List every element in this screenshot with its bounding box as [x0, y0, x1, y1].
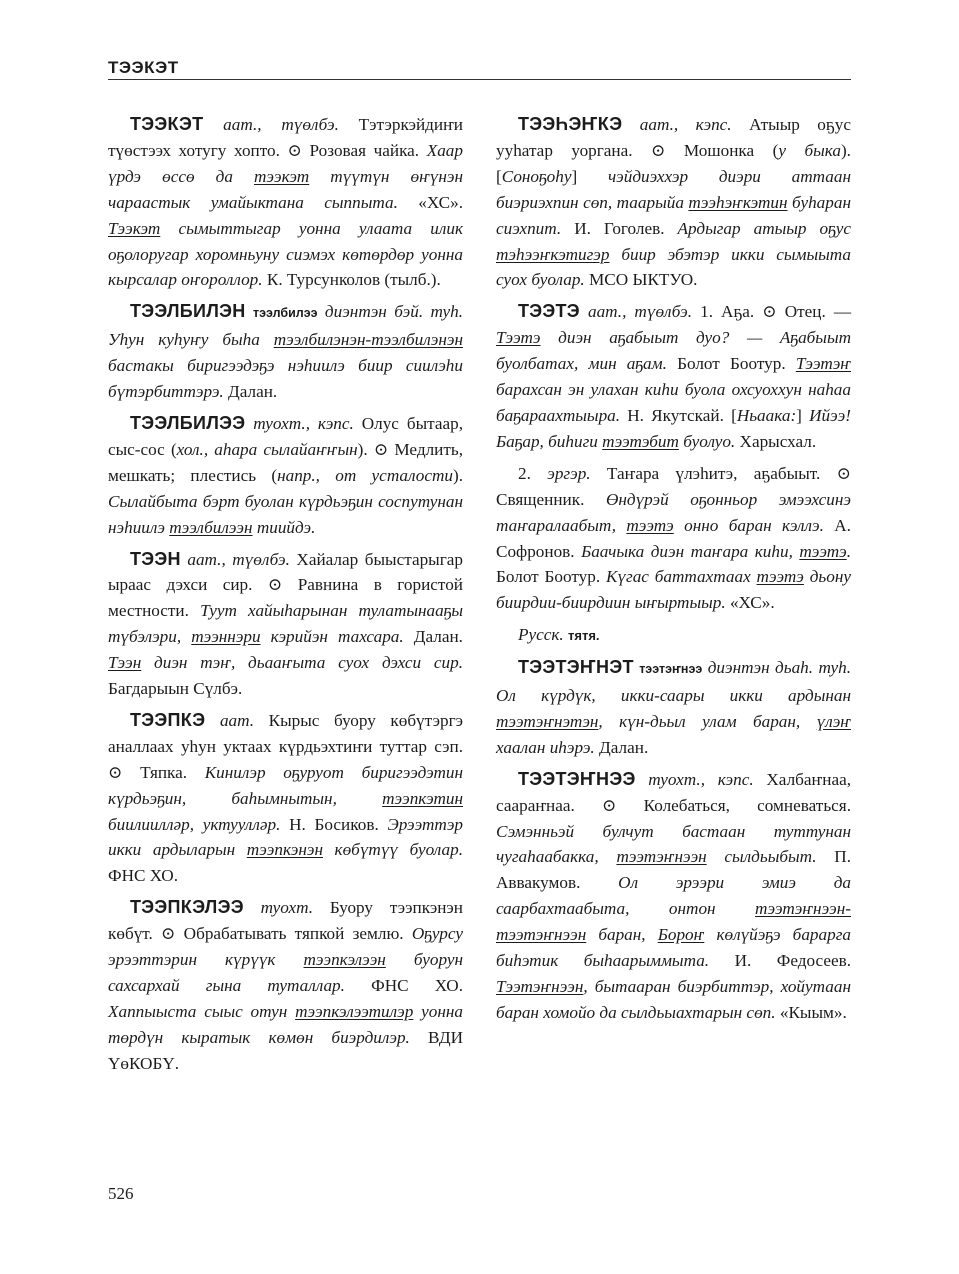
example-keyword: Тээн: [108, 653, 142, 673]
running-header: ТЭЭКЭТ: [108, 58, 179, 77]
entry-text: аат., кэпс.: [639, 115, 732, 134]
example-keyword: тээпкэлээн: [303, 950, 386, 970]
entry-text: А. Софронов.: [496, 515, 851, 561]
entry-text: сылдьыбыт.: [706, 847, 817, 867]
entry-text: Хайалар быыстарыгар ыраас дэхси сир. ⊙ Равнина в гористой местности.: [108, 549, 463, 621]
entry-text: Багдарыын Сүлбэ.: [108, 679, 243, 699]
entry-text: дьону биирдии-биирдиин ыҥыртыыр.: [496, 567, 851, 613]
entry-text: К. Турсунколов (тылб.).: [262, 270, 441, 290]
entry-text: Харысхал.: [735, 431, 817, 451]
example-keyword: Тээтэҥнээн: [496, 977, 584, 996]
right-column: [496, 112, 851, 1032]
entry-text: Кырыс буору көбүтэргэ аналлаах уһун уктаах күрдьэхтиҥи туттар сэп. ⊙ Тяпка.: [108, 710, 463, 782]
entry-text: Хаппыыста сыыс отун: [108, 1001, 296, 1021]
entry-text: Өндүрэй оҕонньор эмээхсинэ таҥаралаабыт,: [496, 489, 851, 535]
entry-text: диэнтэн бэй. туһ. Уһун куһуҥу быһа: [108, 302, 464, 350]
entry-text: Олус бытаар, сыс-сос (: [108, 413, 463, 459]
entry-text: 1. Аҕа. ⊙ Отец. —: [692, 302, 852, 322]
entry-text: аат.: [219, 710, 255, 730]
dictionary-entry: [108, 895, 463, 1076]
entry-text: Оҕурсу эрээттэрин күрүүк: [108, 924, 463, 970]
headword: ТЭЭЛБИЛЭН: [130, 301, 246, 322]
entry-text: туохт., кэпс.: [253, 413, 354, 433]
dictionary-entry: [108, 411, 463, 541]
entry-text: П. Аввакумов.: [496, 847, 851, 893]
entry-text: Эрээттэр икки ардыларын: [108, 814, 463, 860]
entry-text: [636, 770, 649, 789]
entry-text: Хаар үрдэ өссө да: [108, 140, 463, 186]
entry-text: [580, 302, 588, 321]
example-keyword: Тээтэ: [496, 328, 541, 348]
headword: ТЭЭТЭҤНЭТ: [518, 657, 634, 678]
example-keyword: тээпкэнэн: [246, 840, 323, 860]
entry-text: онно баран кэллэ.: [673, 515, 824, 535]
entry-text: Халбаҥнаа, саараҥнаа. ⊙ Колебаться, сомневаться.: [496, 769, 851, 815]
entry-text: И. Федосеев.: [709, 951, 851, 971]
entry-text: диэн тэҥ, дьааҥыта суох дэхси сир.: [141, 653, 463, 673]
entry-text: хаалан иһэрэ.: [496, 737, 595, 757]
left-column: [108, 112, 463, 1083]
entry-text: туохт.: [260, 898, 314, 918]
entry-text: Күгас баттахтаах: [605, 567, 757, 587]
entry-text: Ньаака:: [736, 405, 797, 425]
entry-text: Русск.: [518, 625, 564, 645]
headword: ТЭЭН: [130, 548, 181, 569]
entry-text: түүтүн өҥүнэн чараастык умайыктана сыппыта.: [108, 166, 463, 212]
example-keyword: тээтэҥнээн: [616, 847, 707, 867]
entry-text: буолуо.: [678, 431, 736, 451]
entry-text: [205, 711, 220, 730]
dictionary-entry: [496, 299, 851, 454]
entry-text: Далан.: [403, 627, 463, 647]
entry-text: аат., түөлбэ.: [587, 302, 693, 322]
entry-text: Соноҕоһу: [501, 166, 572, 186]
entry-text: Таҥара үлэһитэ, аҕабыыт. ⊙ Священник.: [496, 463, 851, 509]
entry-text: ВДИ ҮөКОБҮ.: [108, 1027, 463, 1073]
entry-text: И. Гоголев.: [561, 218, 678, 238]
entry-text: ФНС ХО.: [108, 866, 178, 886]
dictionary-entry: [496, 461, 851, 616]
page-number: 526: [108, 1184, 134, 1203]
dictionary-entry: [108, 547, 463, 702]
example-keyword: тээтэбит: [602, 431, 679, 451]
entry-text: Баачыка диэн таҥара киһи,: [581, 541, 800, 561]
example-keyword: тятя.: [568, 628, 600, 644]
entry-text: Болот Боотур.: [666, 354, 796, 374]
example-keyword: Тээкэт: [108, 218, 161, 238]
headword: тээтэҥнээ: [639, 662, 703, 677]
example-keyword: тээлбилээн: [169, 517, 253, 537]
entry-text: көлүйэҕэ барарга биһэтик быһаарыммыта.: [496, 925, 851, 971]
entry-text: ФНС ХО.: [344, 976, 463, 995]
entry-text: ). [: [496, 140, 851, 186]
entry-text: Атыыр оҕус ууһатар уоргана. ⊙ Мошонка (: [496, 115, 851, 160]
entry-text: көбүтүү буолар.: [322, 840, 463, 860]
headword: ТЭЭТЭҤНЭЭ: [518, 768, 636, 789]
entry-text: Далан.: [594, 737, 649, 757]
dictionary-entry: [108, 708, 463, 889]
dictionary-entry: [108, 299, 463, 405]
entry-text: баран,: [586, 925, 658, 945]
headword: ТЭЭКЭТ: [130, 114, 204, 134]
entry-text: Болот Боотур.: [496, 567, 606, 587]
entry-text: аат., түөлбэ.: [223, 115, 339, 134]
example-keyword: тээтэ: [799, 541, 847, 561]
example-keyword: Тээтэҥ: [795, 354, 851, 374]
entry-text: биилиилләр, уктуулләр.: [108, 814, 281, 834]
entry-text: .: [846, 541, 851, 561]
example-keyword: тээһэҥкэтин: [688, 192, 788, 212]
entry-text: «Кыым».: [775, 1002, 847, 1022]
example-keyword: тээпкэтин: [382, 788, 463, 808]
entry-text: уонна төрдүн кыратык көмөн биэрдилэр.: [108, 1001, 463, 1047]
entry-text: ).: [452, 465, 463, 485]
example-keyword: тээтэ: [756, 567, 804, 587]
dictionary-entry: [496, 655, 851, 761]
dictionary-entry: [496, 767, 851, 1026]
example-keyword: тээпкэлээтилэр: [295, 1001, 414, 1021]
entry-text: барахсан эн улахан киһи буола охсуоххун наһаа баҕараахтыыра.: [496, 380, 851, 425]
entry-text: буорун сахсархай гына туталлар.: [108, 950, 463, 995]
entry-text: чэйдиэххэр диэри аттаан биэриэхпин сөп, таарыйа: [496, 166, 851, 212]
entry-text: [318, 302, 325, 321]
entry-text: туохт., кэпс.: [648, 769, 754, 789]
header-rule: [108, 79, 851, 80]
entry-text: Сылайбыта бэрт буолан күрдьэҕин соспутунан нэһиилэ: [108, 491, 463, 537]
entry-text: напр., от усталости: [277, 465, 453, 485]
example-keyword: тээлбилэнэн-тээлбилэнэн: [273, 330, 463, 350]
entry-text: Н. Босиков.: [280, 814, 388, 834]
entry-text: [622, 115, 639, 134]
entry-text: кэрийэн тахсара.: [260, 627, 404, 647]
entry-text: , күн-дьыл улам баран,: [598, 711, 817, 731]
entry-text: «ХС».: [725, 593, 775, 613]
headword: тээлбилээ: [252, 306, 318, 321]
entry-text: МСО ЫКТУО.: [584, 270, 698, 290]
entry-text: Ол эрээри эмиэ да саарбахтаабыта, онтон: [496, 873, 851, 919]
entry-text: , бытааран биэрбиттэр, хойутаан баран хомойо да сылдьыахтарын сөп.: [496, 977, 851, 1022]
dictionary-entry: [496, 622, 851, 649]
entry-text: [244, 898, 261, 917]
example-keyword: тээннэри: [191, 627, 261, 647]
entry-text: Ардыгар атыыр оҕус: [677, 218, 851, 238]
entry-text: Далан.: [223, 382, 278, 402]
entry-text: биир эбэтэр икки сымыыта суох буолар.: [496, 244, 851, 290]
entry-text: аат., түөлбэ.: [187, 549, 290, 569]
entry-text: 2.: [518, 463, 548, 483]
headword: ТЭЭҺЭҤКЭ: [518, 114, 623, 134]
entry-text: Буору тээпкэнэн көбүт. ⊙ Обрабатывать тяпкой землю.: [108, 898, 463, 944]
entry-text: «ХС».: [397, 192, 463, 212]
entry-text: Ийээ! Баҕар, биһиги: [496, 405, 851, 451]
entry-text: Н. Якутскай. [: [620, 405, 737, 425]
headword: ТЭЭТЭ: [518, 301, 580, 322]
entry-text: хол., аһара сылайаҥҥын: [176, 439, 358, 459]
entry-text: ]: [571, 166, 608, 186]
entry-text: Кинилэр оҕуруот биригээдэтин күрдьэҕин, баһымнытын,: [108, 762, 463, 808]
entry-text: ]: [796, 405, 810, 425]
entry-text: бастакы биригээдэҕэ нэһиилэ биир сиилэһи бүтэрбиттэрэ.: [108, 356, 463, 402]
example-keyword: тээтэҥнээн-тээтэҥнээн: [496, 899, 851, 945]
entry-text: диэнтэн дьаһ. туһ. Ол күрдүк, икки-саары икки ардынан: [496, 658, 851, 706]
entry-text: [246, 302, 253, 321]
example-keyword: үлэҥ: [816, 711, 851, 731]
entry-text: сымыттыгар уонна улаата илик оҕолоругар хоромньуну сиэмэх көтөрдөр уонна кырсалар оҥороллор.: [108, 218, 463, 290]
example-keyword: Бороҥ: [657, 925, 705, 945]
example-keyword: тээтэ: [626, 515, 674, 535]
entry-text: буһаран сиэхпит.: [496, 192, 851, 238]
entry-text: у быка: [778, 140, 841, 160]
dictionary-entry: [496, 112, 851, 293]
example-keyword: тээтэҥнэтэн: [496, 711, 599, 731]
entry-text: [203, 115, 223, 134]
entry-text: ). ⊙ Медлить, мешкать; плестись (: [108, 439, 463, 485]
example-keyword: тээкэт: [254, 166, 310, 186]
headword: ТЭЭПКЭЛЭЭ: [130, 897, 244, 918]
entry-text: эргэр.: [547, 463, 591, 483]
entry-text: Сэмэнньэй булчут бастаан туттунан чугаһаабакка,: [496, 821, 851, 867]
headword: ТЭЭПКЭ: [130, 709, 206, 730]
headword: ТЭЭЛБИЛЭЭ: [130, 412, 246, 433]
entry-text: Туут хайыһарынан тулатынааҕы түбэлэри,: [108, 601, 464, 647]
entry-text: диэн аҕабыыт дуо? — Аҕабыыт буолбатах, мин аҕам.: [496, 328, 851, 374]
entry-text: тиийдэ.: [252, 517, 316, 537]
dictionary-entry: [108, 112, 463, 293]
example-keyword: тэһээҥкэтигэр: [496, 244, 610, 264]
entry-text: Тэтэркэйдиҥи түөстээх хотугу хопто. ⊙ Розовая чайка.: [108, 115, 463, 160]
